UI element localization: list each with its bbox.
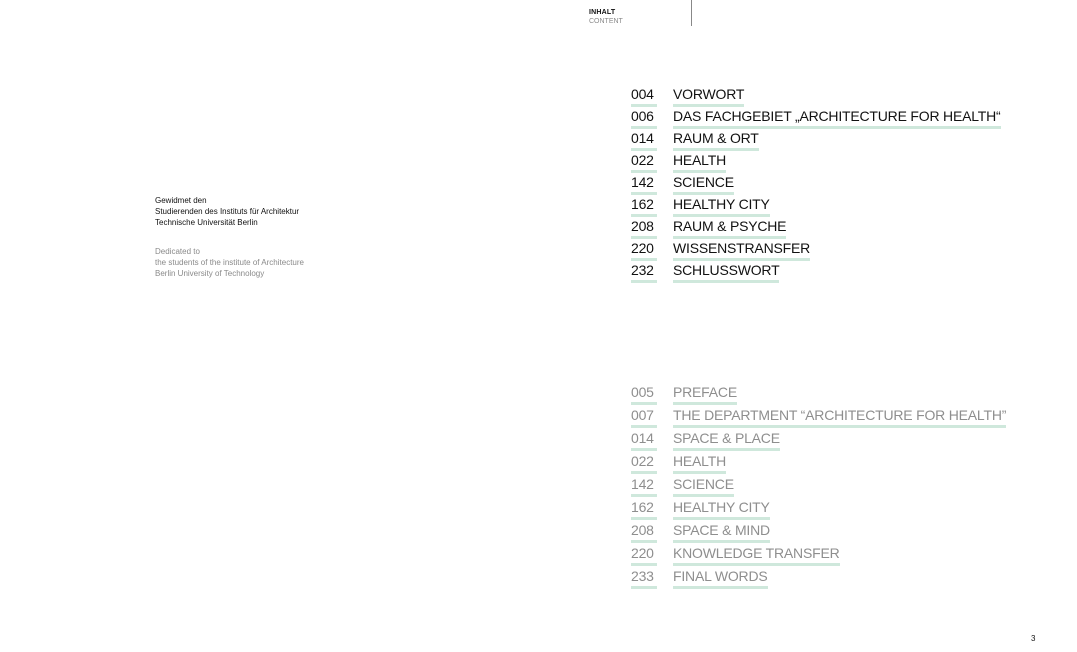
toc-page-number: 005 (631, 384, 657, 405)
dedication-en-line: Dedicated to (155, 247, 200, 256)
toc-page-number: 022 (631, 152, 657, 173)
toc-page-number: 233 (631, 568, 657, 589)
toc-page-number: 007 (631, 407, 657, 428)
toc-entry[interactable] (631, 568, 1006, 591)
toc-entry[interactable] (631, 130, 1001, 152)
toc-entry[interactable] (631, 499, 1006, 522)
toc-entry[interactable] (631, 262, 1001, 284)
toc-title[interactable]: RAUM & ORT (673, 130, 759, 151)
toc-title[interactable]: HEALTHY CITY (673, 499, 770, 520)
toc-title[interactable]: DAS FACHGEBIET „ARCHITECTURE FOR HEALTH“ (673, 108, 1001, 129)
toc-page-number: 022 (631, 453, 657, 474)
toc-page-number: 208 (631, 522, 657, 543)
section-label-en: CONTENT (589, 18, 623, 25)
header-divider (691, 0, 692, 26)
toc-german (631, 86, 1001, 284)
toc-page-number: 004 (631, 86, 657, 107)
toc-title[interactable]: HEALTH (673, 453, 726, 474)
dedication-en-line: the students of the institute of Architecture (155, 258, 304, 267)
toc-entry[interactable] (631, 430, 1006, 453)
toc-entry[interactable] (631, 174, 1001, 196)
toc-entry[interactable] (631, 218, 1001, 240)
toc-title[interactable]: SCIENCE (673, 174, 734, 195)
toc-page-number: 220 (631, 240, 657, 261)
toc-entry[interactable] (631, 384, 1006, 407)
toc-entry[interactable] (631, 86, 1001, 108)
toc-title[interactable]: SCHLUSSWORT (673, 262, 779, 283)
dedication-de-line: Studierenden des Instituts für Architektur (155, 207, 300, 216)
toc-title[interactable]: WISSENSTRANSFER (673, 240, 810, 261)
toc-title[interactable]: FINAL WORDS (673, 568, 768, 589)
section-label (589, 8, 689, 26)
dedication (155, 195, 455, 279)
toc-page-number: 142 (631, 476, 657, 497)
toc-page-number: 208 (631, 218, 657, 239)
toc-entry[interactable] (631, 152, 1001, 174)
dedication-de (155, 195, 455, 228)
toc-page-number: 006 (631, 108, 657, 129)
toc-title[interactable]: HEALTHY CITY (673, 196, 770, 217)
toc-entry[interactable] (631, 545, 1006, 568)
dedication-en (155, 246, 455, 279)
toc-entry[interactable] (631, 196, 1001, 218)
toc-title[interactable]: HEALTH (673, 152, 726, 173)
toc-title[interactable]: PREFACE (673, 384, 737, 405)
dedication-de-line: Gewidmet den (155, 196, 207, 205)
toc-title[interactable]: RAUM & PSYCHE (673, 218, 786, 239)
page-number: 3 (1031, 634, 1036, 643)
toc-page-number: 142 (631, 174, 657, 195)
toc-page-number: 162 (631, 499, 657, 520)
toc-page-number: 014 (631, 130, 657, 151)
toc-title[interactable]: SPACE & PLACE (673, 430, 780, 451)
toc-english (631, 384, 1006, 591)
toc-title[interactable]: THE DEPARTMENT “ARCHITECTURE FOR HEALTH” (673, 407, 1006, 428)
toc-entry[interactable] (631, 522, 1006, 545)
toc-title[interactable]: SCIENCE (673, 476, 734, 497)
toc-entry[interactable] (631, 453, 1006, 476)
toc-page-number: 232 (631, 262, 657, 283)
toc-entry[interactable] (631, 407, 1006, 430)
toc-entry[interactable] (631, 108, 1001, 130)
toc-page-number: 220 (631, 545, 657, 566)
toc-page-number: 014 (631, 430, 657, 451)
toc-entry[interactable] (631, 240, 1001, 262)
toc-page-number: 162 (631, 196, 657, 217)
toc-title[interactable]: VORWORT (673, 86, 744, 107)
dedication-de-line: Technische Universität Berlin (155, 218, 258, 227)
section-label-de: INHALT (589, 9, 616, 16)
dedication-en-line: Berlin University of Technology (155, 269, 265, 278)
toc-title[interactable]: KNOWLEDGE TRANSFER (673, 545, 840, 566)
toc-title[interactable]: SPACE & MIND (673, 522, 770, 543)
toc-entry[interactable] (631, 476, 1006, 499)
